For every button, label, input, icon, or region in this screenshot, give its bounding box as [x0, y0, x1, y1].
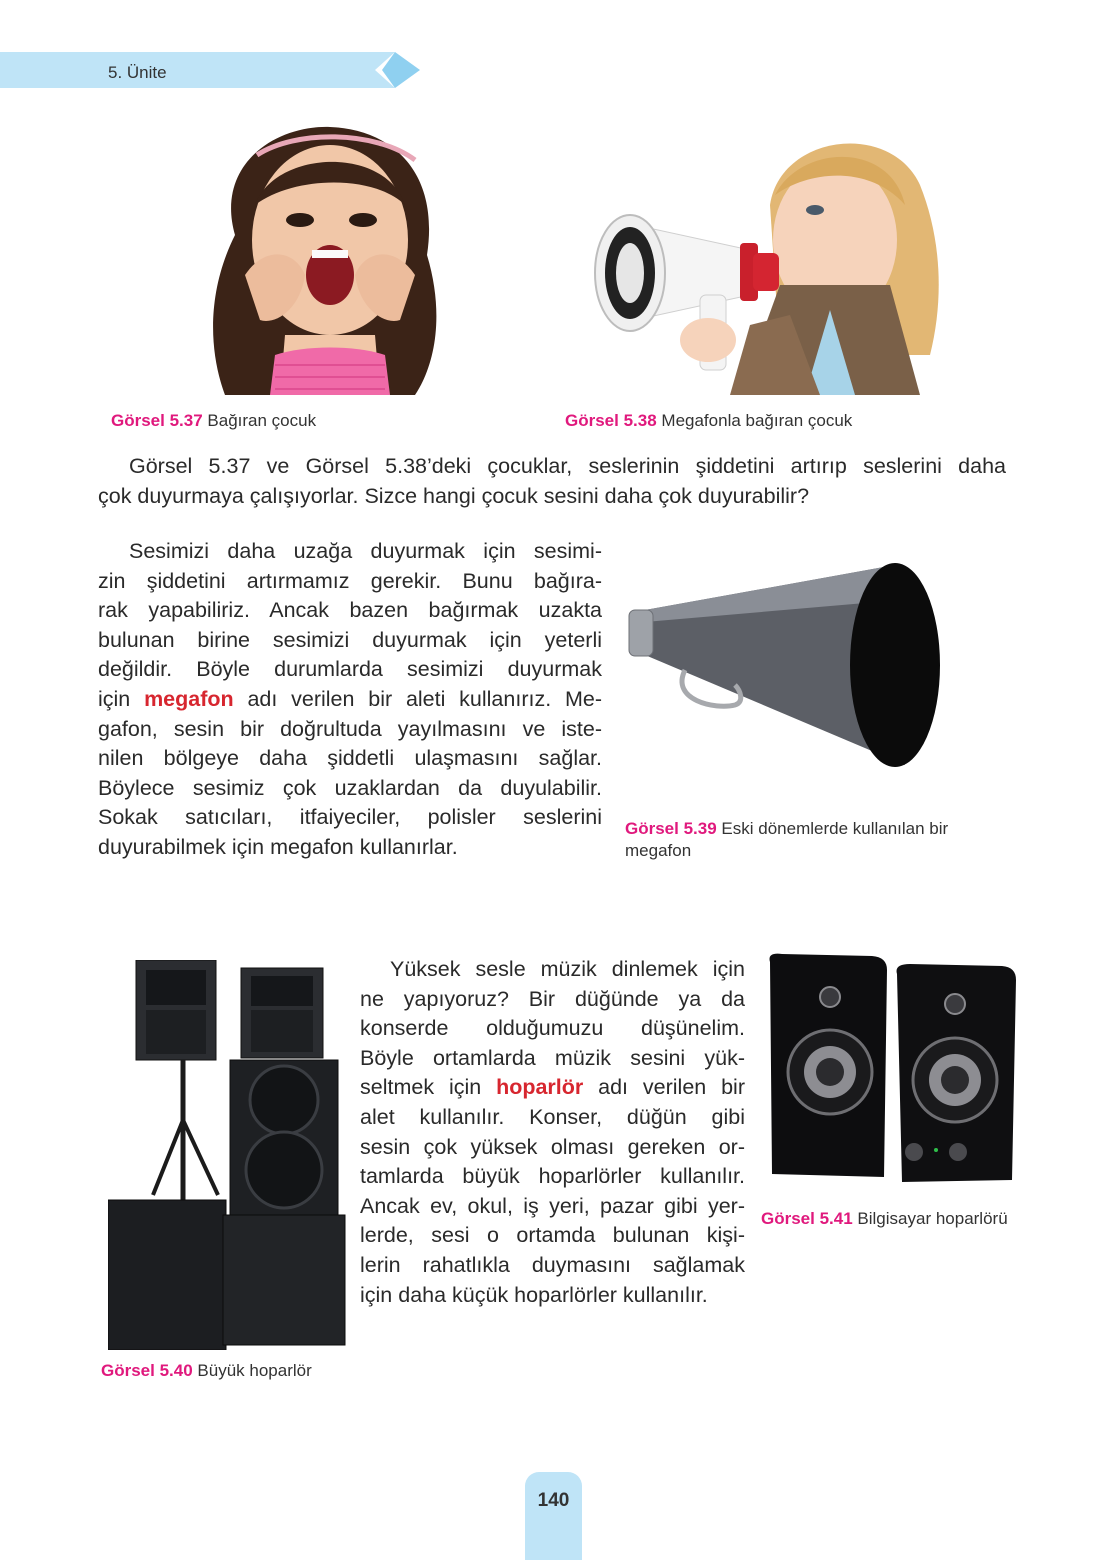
paragraph-line: lerin rahatlıkla duymasını sağlamak [360, 1252, 745, 1277]
figure-541-number: Görsel 5.41 [761, 1209, 853, 1228]
intro-line: Görsel 5.37 ve Görsel 5.38’deki çocuklar, seslerinin şiddetini artırıp seslerini daha [129, 454, 1006, 478]
paragraph-line [98, 685, 602, 715]
figure-539-text-line2: megafon [625, 841, 692, 860]
paragraph-line: Böylece sesimiz çok uzaklardan da duyulabilir. [98, 775, 602, 800]
figure-537-number: Görsel 5.37 [111, 411, 203, 430]
shouting-child-image [205, 125, 450, 395]
computer-speakers-image [762, 952, 1022, 1187]
paragraph-line: için daha küçük hoparlörler kullanılır. [360, 1282, 708, 1307]
figure-539-caption [625, 818, 948, 862]
paragraph-line: Ancak ev, okul, iş yeri, pazar gibi yer- [360, 1193, 745, 1218]
figure-541-text: Bilgisayar hoparlörü [857, 1209, 1008, 1228]
figure-540-number: Görsel 5.40 [101, 1361, 193, 1380]
paragraph-line: sesin çok yüksek olması gereken or- [360, 1134, 745, 1159]
paragraph-line: Sesimizi daha uzağa duyurmak için sesimi- [129, 539, 602, 563]
paragraph-line: gafon, sesin bir doğrultuda yayılmasını ve iste- [98, 716, 602, 741]
paragraph-line: alet kullanılır. Konser, düğün gibi [360, 1104, 745, 1129]
keyword-hoparlor: hoparlör [496, 1075, 584, 1100]
line-text: seltmek için [360, 1075, 497, 1100]
page-number: 140 [537, 1490, 570, 1511]
keyword-megafon: megafon [144, 686, 234, 711]
line-text: adı verilen bir [583, 1075, 745, 1100]
figure-539-text: Eski dönemlerde kullanılan bir [721, 819, 949, 838]
figure-541-caption [761, 1208, 1008, 1230]
old-megaphone-image [625, 560, 960, 775]
figure-539-number: Görsel 5.39 [625, 819, 717, 838]
paragraph-line: Sokak satıcıları, itfaiyeciler, polisler seslerini [98, 805, 602, 830]
unit-label: 5. Ünite [108, 63, 167, 82]
line-text: için [98, 686, 145, 711]
paragraph-line: duyurabilmek için megafon kullanırlar. [98, 834, 458, 859]
paragraph-line: bulunan birine sesimizi duyurmak için yeterli [98, 627, 602, 652]
paragraph-line: tamlarda büyük hoparlörler kullanılır. [360, 1164, 745, 1189]
megaphone-child-image [590, 125, 965, 395]
figure-538-number: Görsel 5.38 [565, 411, 657, 430]
megafon-paragraph [98, 537, 602, 863]
paragraph-line: nilen bölgeye daha şiddetli ulaşmasını sağlar. [98, 746, 602, 771]
paragraph-line: değildir. Böyle durumlarda sesimizi duyurmak [98, 657, 602, 682]
paragraph-line: Böyle ortamlarda müzik sesini yük- [360, 1045, 745, 1070]
intro-line: çok duyurmaya çalışıyorlar. Sizce hangi çocuk sesini daha çok duyurabilir? [98, 483, 810, 508]
paragraph-line: lerde, sesi o ortamda bulunan kişi- [360, 1223, 745, 1248]
paragraph-line: rak yapabiliriz. Ancak bazen bağırmak uzakta [98, 598, 602, 623]
paragraph-line: ne yapıyoruz? Bir düğünde ya da [360, 986, 745, 1011]
intro-paragraph [98, 452, 1006, 511]
line-text: adı verilen bir aleti kullanırız. Me- [233, 686, 603, 711]
paragraph-line [360, 1073, 745, 1103]
hoparlor-paragraph [360, 955, 745, 1310]
figure-540-text: Büyük hoparlör [197, 1361, 312, 1380]
paragraph-line: Yüksek sesle müzik dinlemek için [390, 957, 745, 981]
figure-538-text: Megafonla bağıran çocuk [661, 411, 853, 430]
figure-537-text: Bağıran çocuk [207, 411, 317, 430]
figure-540-caption [101, 1360, 312, 1382]
figure-538-caption [565, 410, 852, 432]
paragraph-line: zin şiddetini artırmamız gerekir. Bunu bağıra- [98, 568, 602, 593]
page-number-tab [525, 1472, 582, 1560]
figure-537-caption [111, 410, 316, 432]
paragraph-line: konserde olduğumuzu düşünelim. [360, 1016, 745, 1041]
big-speakers-image [108, 960, 348, 1350]
unit-header-tab [0, 52, 420, 88]
